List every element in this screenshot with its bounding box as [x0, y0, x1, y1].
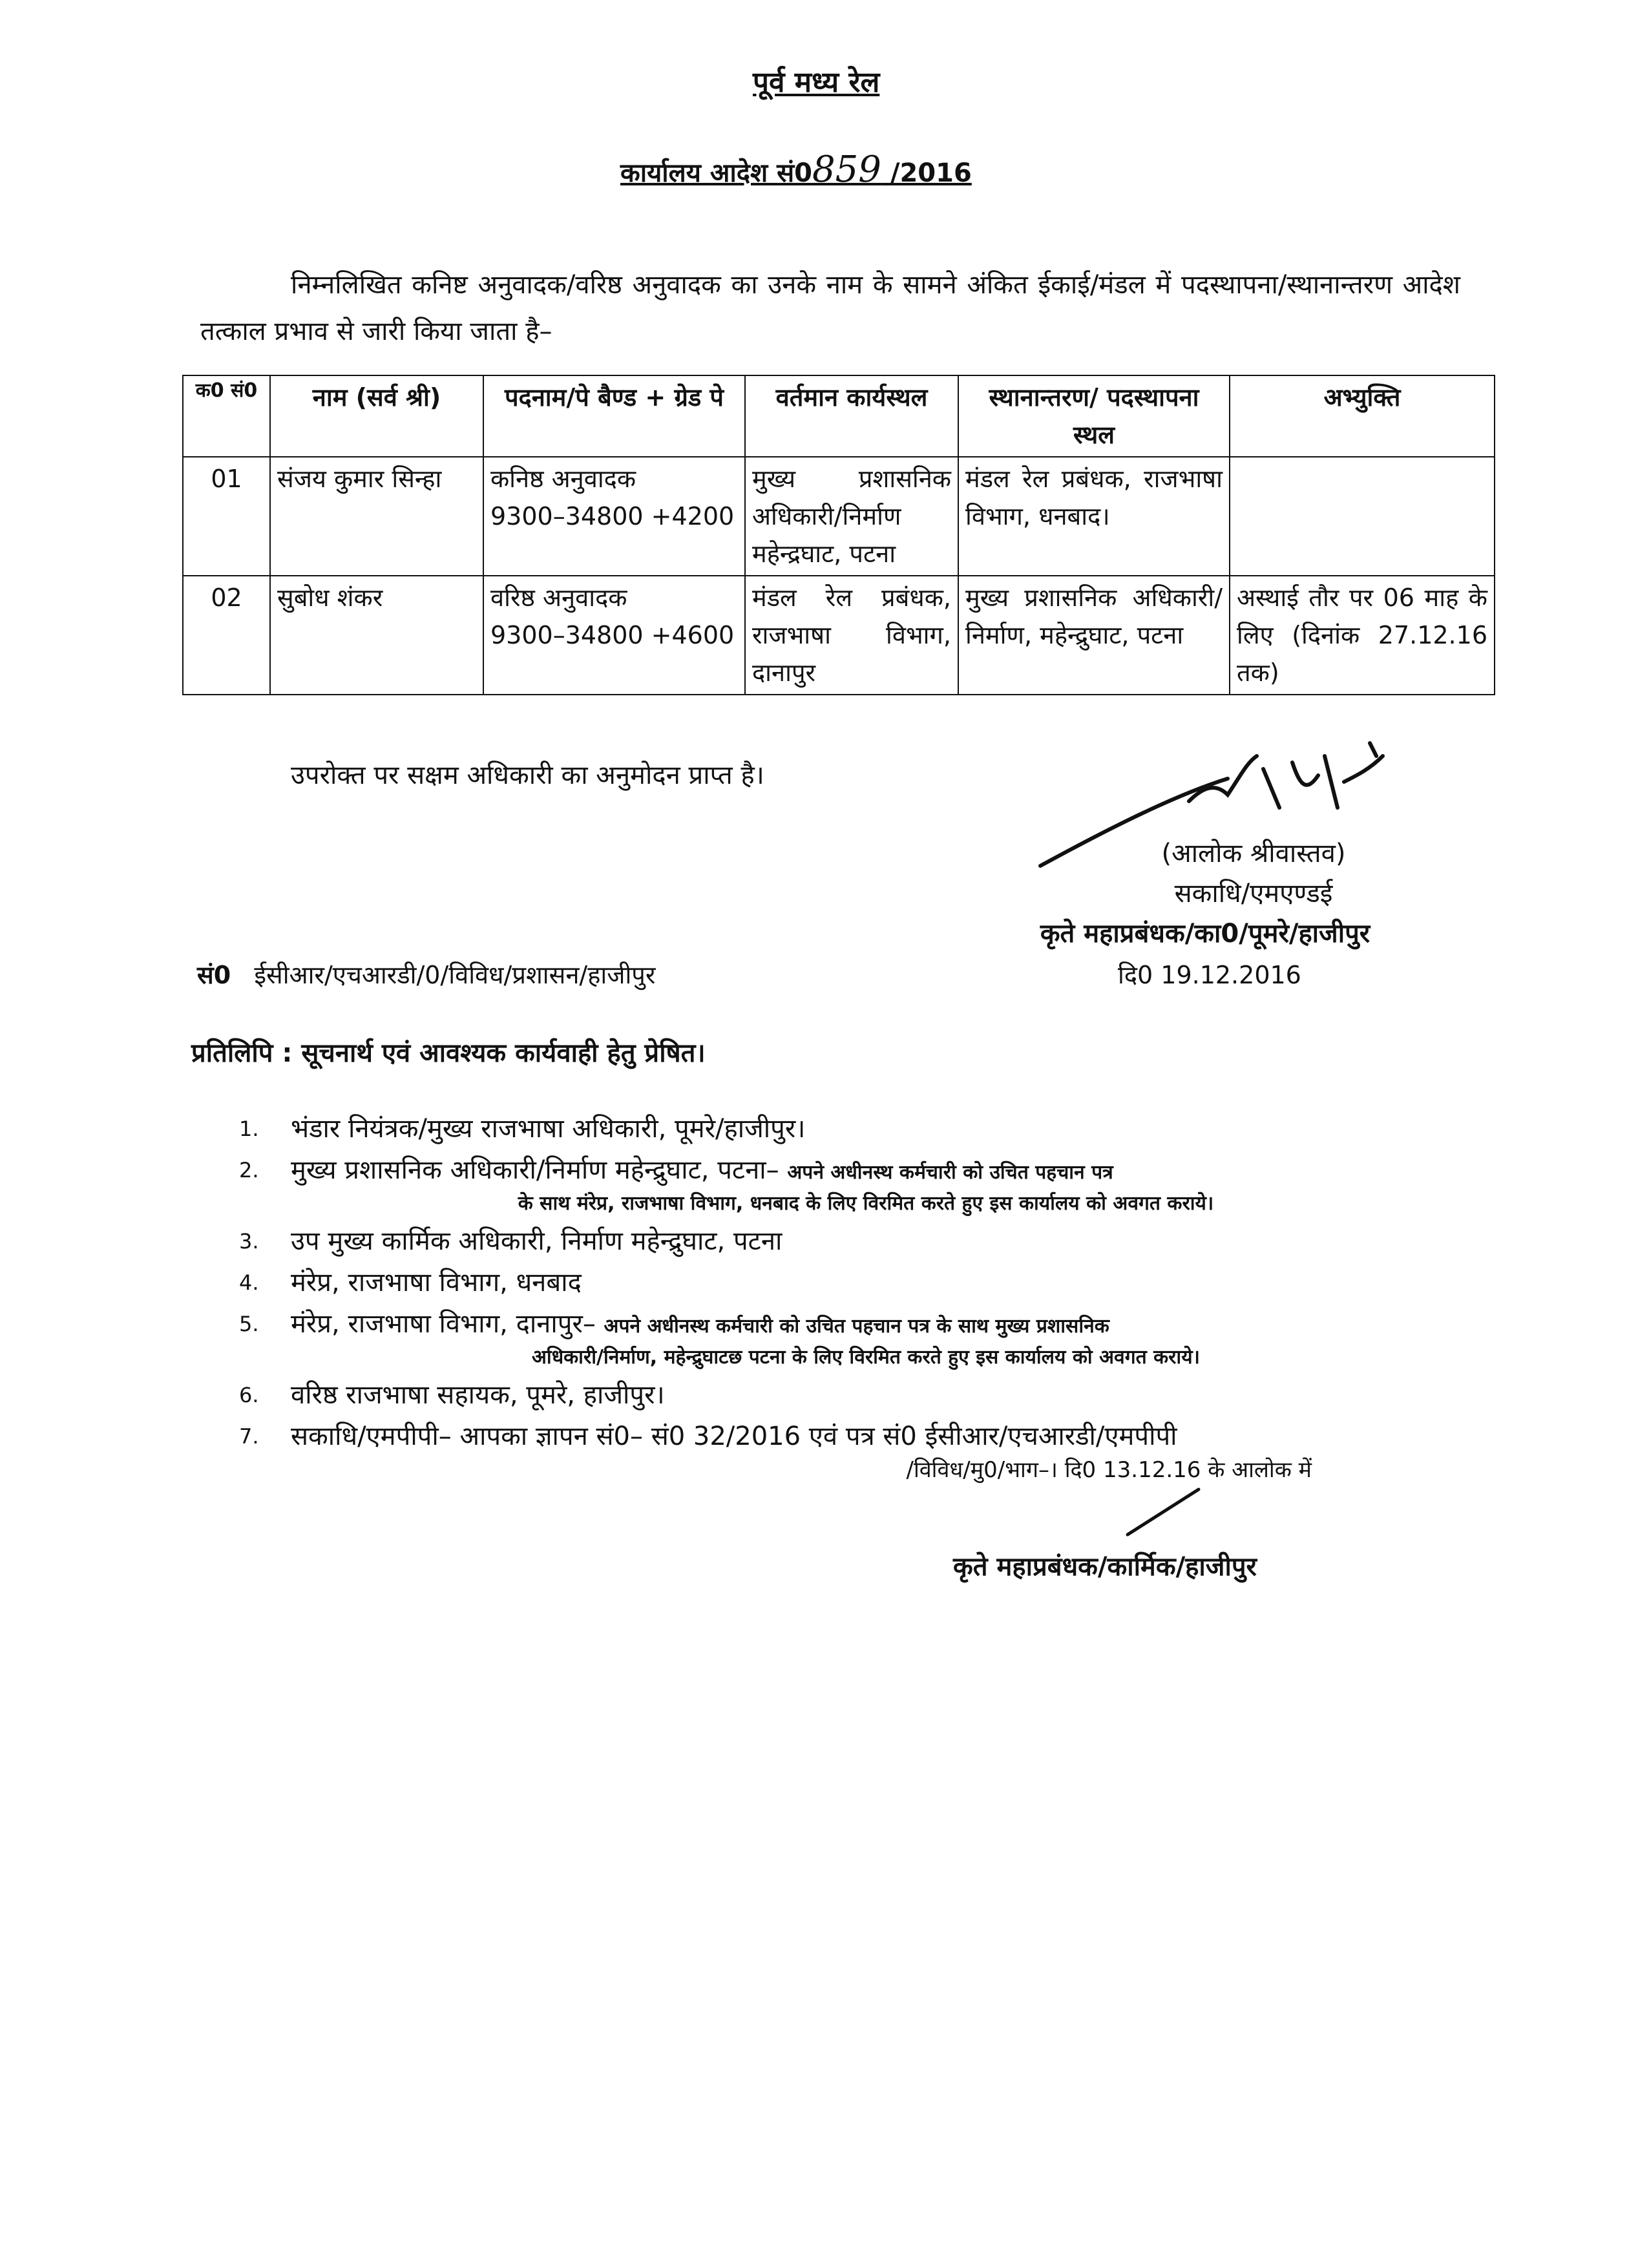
- list-item: [239, 1305, 1441, 1372]
- signatory-block: [937, 834, 1473, 954]
- list-item-number: 2.: [239, 1158, 259, 1182]
- column-header-remark: अभ्युक्ति: [1230, 375, 1495, 457]
- order-title: [620, 149, 972, 191]
- list-item-text: वरिष्ठ राजभाषा सहायक, पूमरे, हाजीपुर।: [291, 1380, 665, 1410]
- list-item-text: मंरेप्र, राजभाषा विभाग, धनबाद: [291, 1268, 582, 1297]
- column-header-posting-place: स्थानान्तरण/ पदस्थापना स्थल: [958, 375, 1230, 457]
- reference-number: [197, 958, 655, 991]
- pay-band-text: 9300–34800 +4200: [490, 502, 735, 530]
- list-item-number: 3.: [239, 1229, 259, 1254]
- list-item: [239, 1264, 1441, 1301]
- list-item-continuation: के साथ मंरेप्र, राजभाषा विभाग, धनबाद के लिए विरमित करते हुए इस कार्यालय को अवगत कराये।: [518, 1192, 1214, 1215]
- designation-text: कनिष्ठ अनुवादक: [490, 465, 636, 493]
- list-item-text: उप मुख्य कार्मिक अधिकारी, निर्माण महेन्द्रुघाट, पटना: [291, 1226, 782, 1256]
- list-item: [239, 1418, 1441, 1485]
- cell-posting-place: मंडल रेल प्रबंधक, राजभाषा विभाग, धनबाद।: [958, 457, 1230, 576]
- list-item-continuation: अधिकारी/निर्माण, महेन्द्रुघाटछ पटना के लिए विरमित करते हुए इस कार्यालय को अवगत कराये।: [532, 1346, 1200, 1369]
- table-header-row: [183, 375, 1495, 457]
- cell-remark: अस्थाई तौर पर 06 माह के लिए (दिनांक 27.12.16 तक): [1230, 576, 1495, 695]
- cell-designation: [483, 576, 745, 695]
- cell-name: संजय कुमार सिन्हा: [270, 457, 483, 576]
- list-item-number: 6.: [239, 1383, 259, 1407]
- intro-paragraph: निम्नलिखित कनिष्ट अनुवादक/वरिष्ठ अनुवादक का उनके नाम के सामने अंकित ईकाई/मंडल में पदस्थापना/स्थानान्तरण आदेश तत्काल प्रभाव से जारी किया जाता है–: [200, 270, 1460, 346]
- cell-sno: 01: [183, 457, 270, 576]
- table-row: [183, 576, 1495, 695]
- cell-current-place: मुख्य प्रशासनिक अधिकारी/निर्माण महेन्द्रघाट, पटना: [745, 457, 958, 576]
- signatory-designation: सकाधि/एमएण्डई: [1174, 879, 1333, 908]
- reference-label: सं0: [197, 961, 231, 989]
- order-number: 859: [812, 149, 881, 191]
- list-item-note: अपने अधीनस्थ कर्मचारी को उचित पहचान पत्र के साथ मुख्य प्रशासनिक: [604, 1315, 1109, 1338]
- signatory-for: कृते महाप्रबंधक/का0/पूमरे/हाजीपुर: [1040, 919, 1371, 949]
- list-item: [239, 1376, 1441, 1414]
- cell-designation: [483, 457, 745, 576]
- initial-tick-mark: [1124, 1486, 1202, 1538]
- reference-value: ईसीआर/एचआरडी/0/विविध/प्रशासन/हाजीपुर: [254, 961, 656, 989]
- approval-statement: उपरोक्त पर सक्षम अधिकारी का अनुमोदन प्राप्त है।: [291, 761, 764, 790]
- column-header-name: नाम (सर्व श्री): [270, 375, 483, 457]
- column-header-designation: पदनाम/पे बैण्ड + ग्रेड पे: [483, 375, 745, 457]
- list-item-text: सकाधि/एमपीपी– आपका ज्ञापन सं0– सं0 32/2016 एवं पत्र सं0 ईसीआर/एचआरडी/एमपीपी: [291, 1422, 1177, 1451]
- order-year: /2016: [881, 158, 972, 188]
- cell-remark: [1230, 457, 1495, 576]
- cell-name: सुबोध शंकर: [270, 576, 483, 695]
- list-item: [239, 1151, 1441, 1219]
- list-item-number: 4.: [239, 1270, 259, 1295]
- list-item-number: 1.: [239, 1117, 259, 1141]
- organization-title: पूर्व मध्य रेल: [753, 66, 880, 99]
- list-item-text: मुख्य प्रशासनिक अधिकारी/निर्माण महेन्द्रुघाट, पटना–: [291, 1155, 788, 1185]
- list-item-text: मंरेप्र, राजभाषा विभाग, दानापुर–: [291, 1309, 604, 1339]
- copy-heading: प्रतिलिपि : सूचनार्थ एवं आवश्यक कार्यवाही हेतु प्रेषित।: [191, 1038, 706, 1068]
- table-row: [183, 457, 1495, 576]
- list-item-continuation: /विविध/मु0/भाग–। दि0 13.12.16 के आलोक में: [906, 1457, 1312, 1483]
- cell-posting-place: मुख्य प्रशासनिक अधिकारी/निर्माण, महेन्द्रुघाट, पटना: [958, 576, 1230, 695]
- column-header-sno: क0 सं0: [183, 375, 270, 457]
- list-item-text: भंडार नियंत्रक/मुख्य राजभाषा अधिकारी, पूमरे/हाजीपुर।: [291, 1114, 806, 1144]
- order-prefix: कार्यालय आदेश सं0: [620, 158, 813, 188]
- cell-current-place: मंडल रेल प्रबंधक, राजभाषा विभाग, दानापुर: [745, 576, 958, 695]
- designation-text: वरिष्ठ अनुवादक: [490, 583, 627, 612]
- list-item-note: अपने अधीनस्थ कर्मचारी को उचित पहचान पत्र: [787, 1161, 1113, 1184]
- copy-list: [239, 1110, 1441, 1489]
- cell-sno: 02: [183, 576, 270, 695]
- reference-date: दि0 19.12.2016: [1118, 961, 1301, 989]
- transfer-table: [182, 375, 1495, 695]
- signatory-name: (आलोक श्रीवास्तव): [1161, 839, 1346, 868]
- column-header-current-place: वर्तमान कार्यस्थल: [745, 375, 958, 457]
- list-item-number: 5.: [239, 1312, 259, 1336]
- list-item-number: 7.: [239, 1424, 259, 1449]
- list-item: [239, 1110, 1441, 1148]
- final-signature: कृते महाप्रबंधक/कार्मिक/हाजीपुर: [953, 1552, 1257, 1582]
- list-item: [239, 1223, 1441, 1260]
- pay-band-text: 9300–34800 +4600: [490, 621, 735, 649]
